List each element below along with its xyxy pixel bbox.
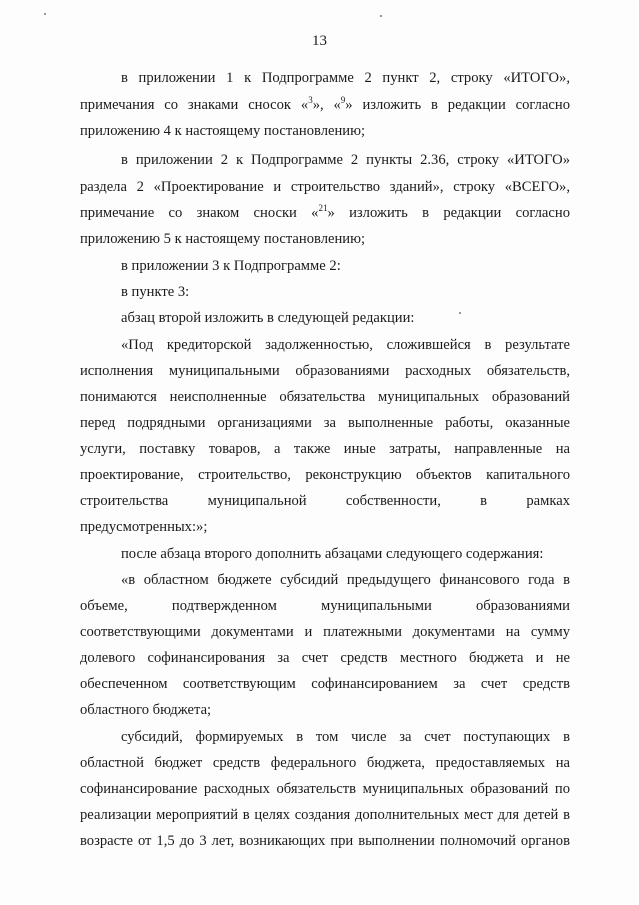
text-line: объеме, подтвержденном муниципальными образованиями: [80, 598, 570, 614]
text-line: после абзаца второго дополнить абзацами следующего содержания:: [121, 546, 544, 562]
text-line: в приложении 3 к Подпрограмме 2:: [121, 258, 341, 274]
text-line: приложению 5 к настоящему постановлению;: [80, 231, 366, 247]
text-line: понимаются неисполненные обязательства муниципальных образований: [80, 389, 570, 405]
text-line: возрасте от 1,5 до 3 лет, возникающих при выполнении полномочий органов: [80, 833, 570, 849]
text-line: в приложении 1 к Подпрограмме 2 пункт 2, строку «ИТОГО»,: [121, 70, 570, 86]
text-line: абзац второй изложить в следующей редакции:: [121, 310, 415, 326]
scan-speck: [459, 312, 461, 314]
scan-speck: [380, 15, 382, 17]
text-line: софинансирование расходных обязательств муниципальных образований по: [80, 781, 570, 797]
page-number: 13: [312, 33, 327, 49]
text-line: «в областном бюджете субсидий предыдущего финансового года в: [121, 572, 570, 588]
text-line: строительства муниципальной собственности, в рамках: [80, 493, 570, 509]
text-line-footnotes: примечания со знаками сносок «$^3$», «$^9$» изложить в редакции согласно: [80, 95, 571, 113]
text-line: проектирование, строительство, реконструкцию объектов капитального: [80, 467, 570, 483]
text-line: реализации мероприятий в целях создания дополнительных мест для детей в: [80, 807, 570, 823]
text-line: «Под кредиторской задолженностью, сложившейся в результате: [121, 337, 570, 353]
text-line: предусмотренных:»;: [80, 519, 208, 535]
text-line: соответствующими документами и платежными документами на сумму: [80, 624, 570, 640]
text-line: в приложении 2 к Подпрограмме 2 пункты 2.36, строку «ИТОГО»: [121, 152, 570, 168]
scan-speck: [44, 13, 46, 15]
text-line: услуги, поставку товаров, а также иные затраты, направленные на: [80, 441, 570, 457]
text-line: исполнения муниципальными образованиями расходных обязательств,: [80, 363, 570, 379]
text-line: в пункте 3:: [121, 284, 190, 300]
text-line: субсидий, формируемых в том числе за счет поступающих в: [121, 729, 570, 745]
text-line: областного бюджета;: [80, 702, 212, 718]
text-line-footnotes: примечание со знаком сноски «$^{21}$» изложить в редакции согласно: [80, 203, 570, 221]
text-line: долевого софинансирования за счет средств местного бюджета и не: [80, 650, 570, 666]
text-line: перед подрядными организациями за выполненные работы, оказанные: [80, 415, 570, 431]
text-line: обеспеченном соответствующим софинансированием за счет средств: [80, 676, 570, 692]
text-line: приложению 4 к настоящему постановлению;: [80, 123, 366, 139]
text-line: раздела 2 «Проектирование и строительство зданий», строку «ВСЕГО»,: [80, 179, 570, 195]
text-line: областной бюджет средств федерального бюджета, предоставляемых на: [80, 755, 570, 771]
